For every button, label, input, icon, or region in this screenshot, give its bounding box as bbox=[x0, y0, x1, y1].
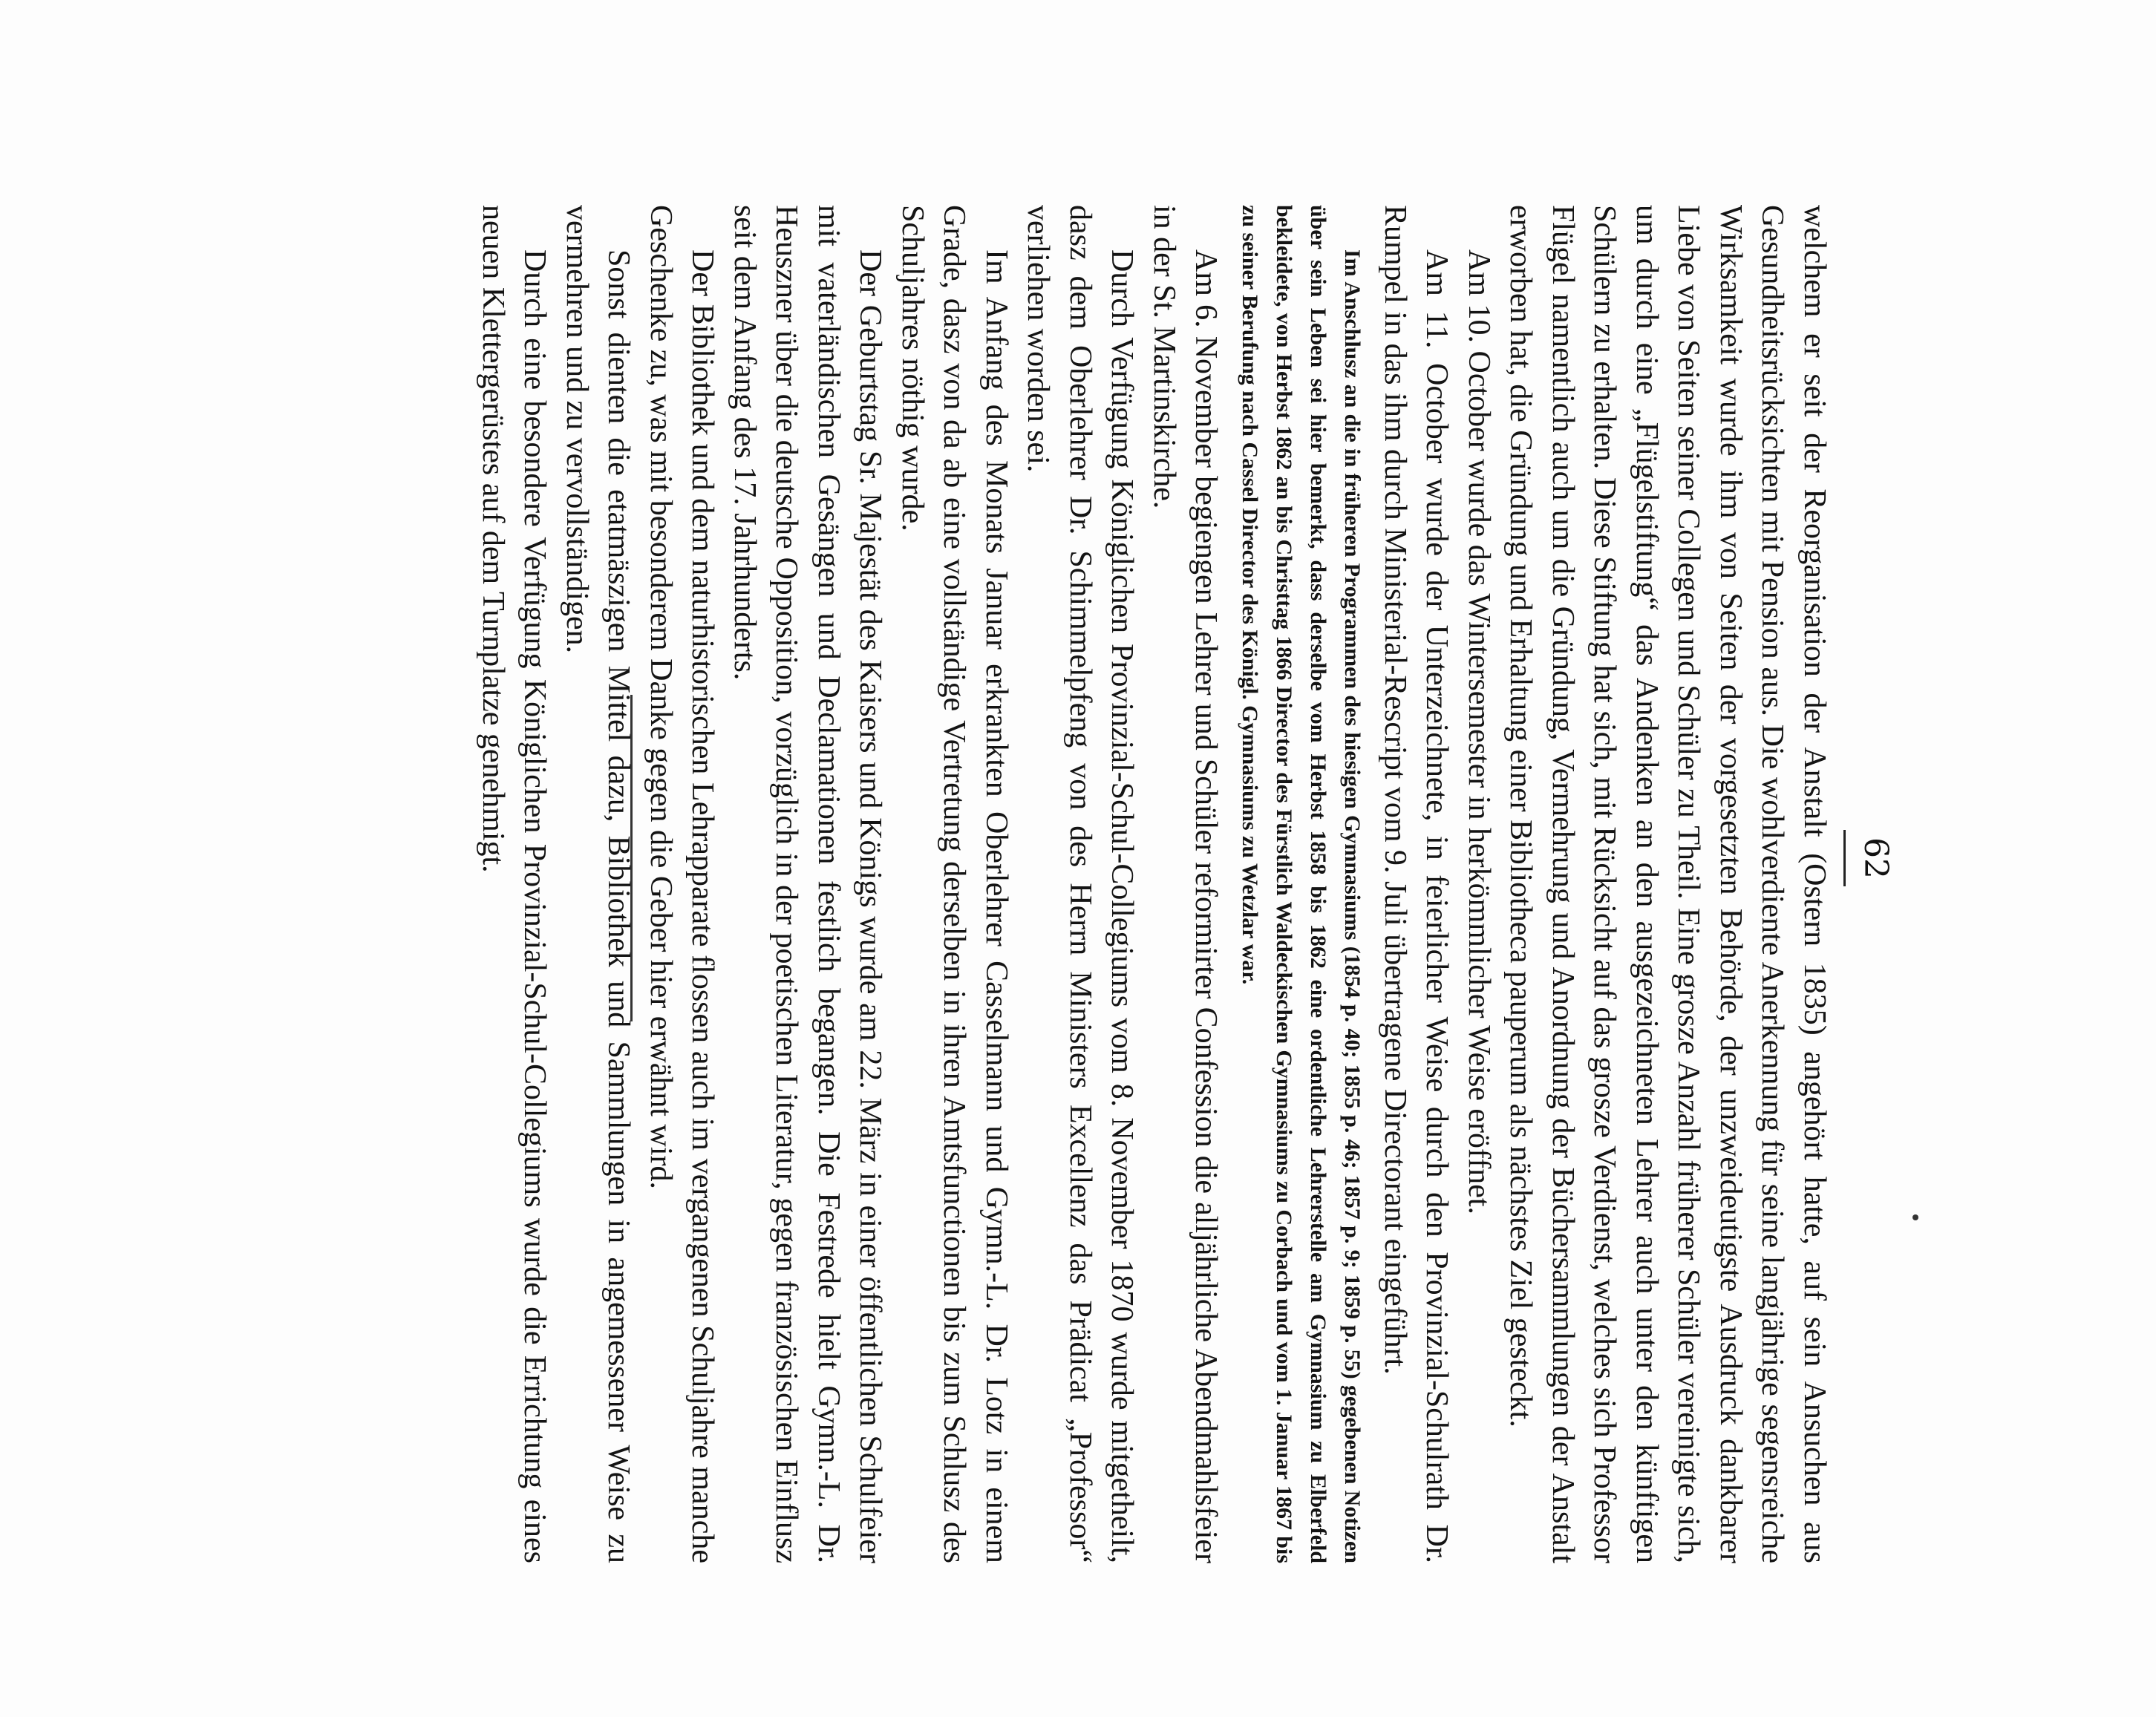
rotated-document-sheet bbox=[232, 116, 1924, 1600]
paragraph-3: Am 11. October wurde der Unterzeichnete, in feierlicher Weise durch den Provinzial-Schulrath Dr. Rumpel in das ihm durch Ministerial-Rescript vom 9. Juli übertragene Directorant eingeführt. bbox=[1378, 205, 1454, 1563]
paragraph-7: Der Geburtstag Sr. Majestät des Kaisers und Königs wurde am 22. März in einer öffentlichen Schulfeier mit vaterländischen Gesängen und Declamationen festlich begangen. Die Festrede hielt Gymn.-L. Dr. Heuszner über die deutsche Opposition, vorzüglich in der poetischen Literatur, gegen französischen Einflusz seit dem Anfang des 17. Jahrhunderts. bbox=[728, 205, 888, 1563]
body-text bbox=[472, 205, 1836, 1563]
paragraph-10: Durch eine besondere Verfügung Königlichen Provinzial-Schul-Collegiums wurde die Errichtung eines neuen Klettergerüstes auf dem Turnplatze genehmigt. bbox=[476, 205, 552, 1563]
paragraph-9: Sonst dienten die etatmäszigen Mittel dazu, Bibliothek und Sammlungen in angemessener Weise zu vermehren und zu vervollständigen. bbox=[560, 205, 636, 1563]
biographical-note: Im Anschlusz an die in früheren Programmen des hiesigen Gymnasiums (1854 p. 40; 1855 p. 46; 1857 p. 9; 1859 p. 55) gegebenen Notizen über sein Leben sei hier bemerkt, dass derselbe vom Herbst 1858 bis 1862 eine ordentliche Lehrerstelle am Gymnasium zu Elberfeld bekleidete, von Herbst 1862 an bis Christtag 1866 Director des Fürstlich Waldeckischen Gymnasiums zu Corbach und vom 1. Januar 1867 bis zu seiner Berufung nach Cassel Director des Königl. Gymnasiums zu Wetzlar war. bbox=[1238, 205, 1365, 1563]
page-number: 62 bbox=[1857, 837, 1895, 879]
ink-dot-mark bbox=[1912, 1214, 1918, 1220]
paragraph-8: Der Bibliothek und dem naturhistorischen Lehrapparate flossen auch im vergangenen Schuljahre manche Geschenke zu, was mit besonderem Danke gegen die Geber hier erwähnt wird. bbox=[644, 205, 720, 1563]
closing-rule bbox=[630, 695, 633, 1021]
paragraph-5: Durch Verfügung Königlichen Provinzial-Schul-Collegiums vom 8. November 1870 wurde mitgetheilt, dasz dem Oberlehrer Dr. Schimmelpfeng von des Herrn Ministers Excellenz das Prädicat „Professor“ verliehen worden sei. bbox=[1021, 205, 1140, 1563]
paragraph-6: Im Anfang des Monats Januar erkrankten Oberlehrer Casselmann und Gymn.-L. Dr. Lotz in einem Grade, dasz von da ab eine vollständige Vertretung derselben in ihren Amtsfunctionen bis zum Schlusz des Schuljahres nöthig wurde. bbox=[895, 205, 1013, 1563]
paragraph-2: Am 10. October wurde das Wintersemester in herkömmlicher Weise eröffnet. bbox=[1462, 249, 1496, 1215]
paragraph-4: Am 6. November begiengen Lehrer und Schüler reformirter Confession die alljährliche Abendmahlsfeier in der St. Martinskirche. bbox=[1147, 205, 1224, 1563]
page-number-rule bbox=[1843, 830, 1846, 886]
paragraph-1: welchem er seit der Reorganisation der Anstalt (Ostern 1835) angehört hatte, auf sein Ansuchen aus Gesundheitsrücksichten mit Pension aus. Die wohlverdiente Anerkennung für seine langjährige segensreiche Wirksamkeit wurde ihm von Seiten der vorgesetzten Behörde, der unzweideutigste Ausdruck dankbarer Liebe von Seiten seiner Collegen und Schüler zu Theil. Eine grosze Anzahl früherer Schüler vereinigte sich, um durch eine „Flügelstiftung“ das Andenken an den ausgezeichneten Lehrer auch unter den künftigen Schülern zu erhalten. Diese Stiftung hat sich, mit Rücksicht auf das grosze Verdienst, welches sich Professor Flügel namentlich auch um die Gründung, Vermehrung und Anordnung der Büchersammlungen der Anstalt erworben hat, die Gründung und Erhaltung einer Bibliotheca pauperum als nächstes Ziel gesteckt. bbox=[1503, 205, 1832, 1563]
